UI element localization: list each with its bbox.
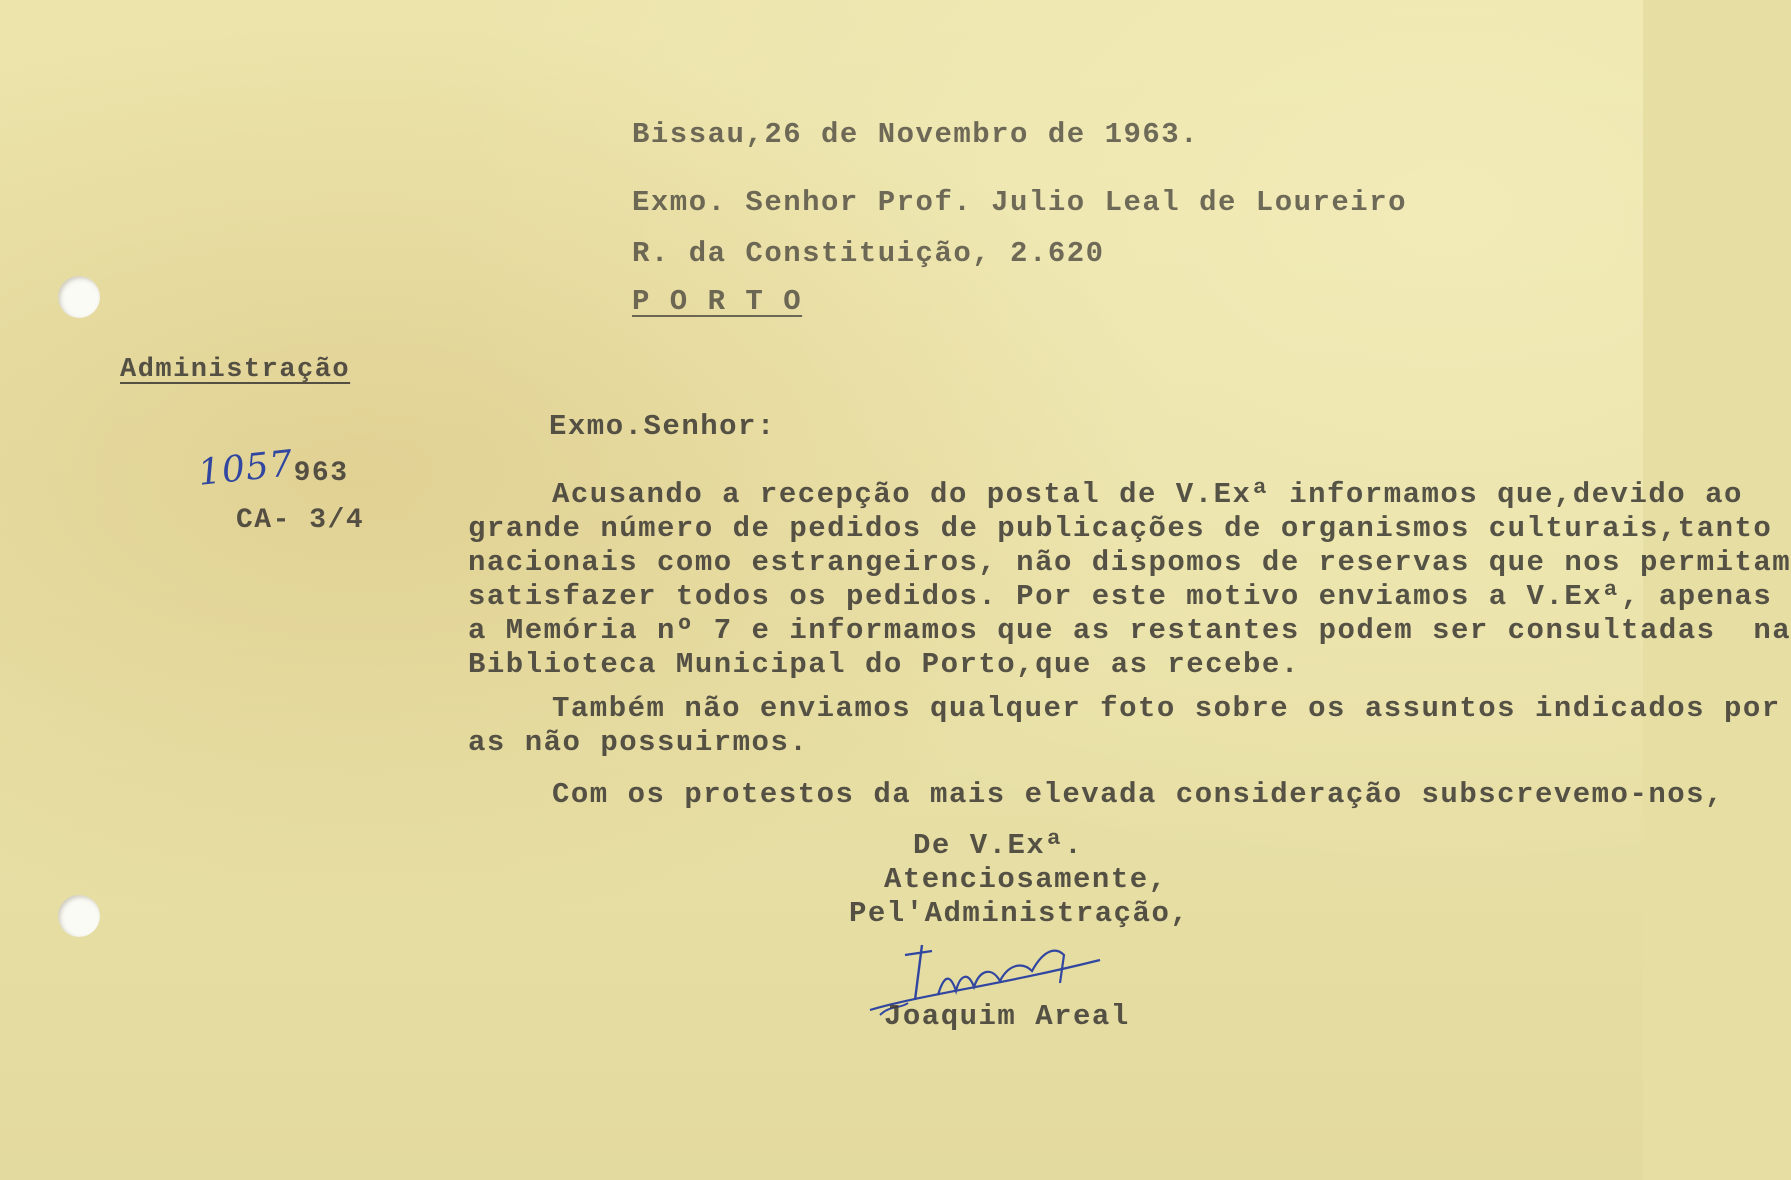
recipient-city: P O R T O [632,285,803,318]
paragraph1-line: satisfazer todos os pedidos. Por este motivo enviamos a V.Exª, apenas [468,580,1773,613]
recipient-address: R. da Constituição, 2.620 [632,237,1105,270]
reference-number [196,443,349,494]
reference-code: CA- 3/4 [236,505,365,536]
closing-regards: Atenciosamente, [884,863,1168,896]
department-label: Administração [120,355,351,385]
paragraph1-line: a Memória nº 7 e informamos que as restantes podem ser consultadas na [468,614,1791,647]
paragraph2-line: Também não enviamos qualquer foto sobre os assuntos indicados por [552,692,1781,725]
signatory-name: Joaquim Areal [884,1000,1130,1033]
punch-hole-top [58,276,100,318]
paragraph1-line: grande número de pedidos de publicações de organismos culturais,tanto [468,512,1773,545]
closing-org: Pel'Administração, [849,897,1190,930]
paragraph1-line: Biblioteca Municipal do Porto,que as recebe. [468,648,1300,681]
paragraph1-line: nacionais como estrangeiros, não dispomos de reservas que nos permitam [468,546,1791,579]
salutation: Exmo.Senhor: [549,410,776,443]
closing-de: De V.Exª. [913,829,1084,862]
reference-handwritten: 1057 [196,443,296,494]
closing-sentence: Com os protestos da mais elevada consideração subscrevemo-nos, [552,778,1724,811]
paragraph2-line: as não possuirmos. [468,726,809,759]
paragraph1-line: Acusando a recepção do postal de V.Exª informamos que,devido ao [552,478,1743,511]
punch-hole-bottom [58,895,100,937]
reference-year: 963 [293,458,349,489]
recipient-name: Exmo. Senhor Prof. Julio Leal de Loureiro [632,186,1408,219]
date-line: Bissau,26 de Novembro de 1963. [632,118,1200,151]
